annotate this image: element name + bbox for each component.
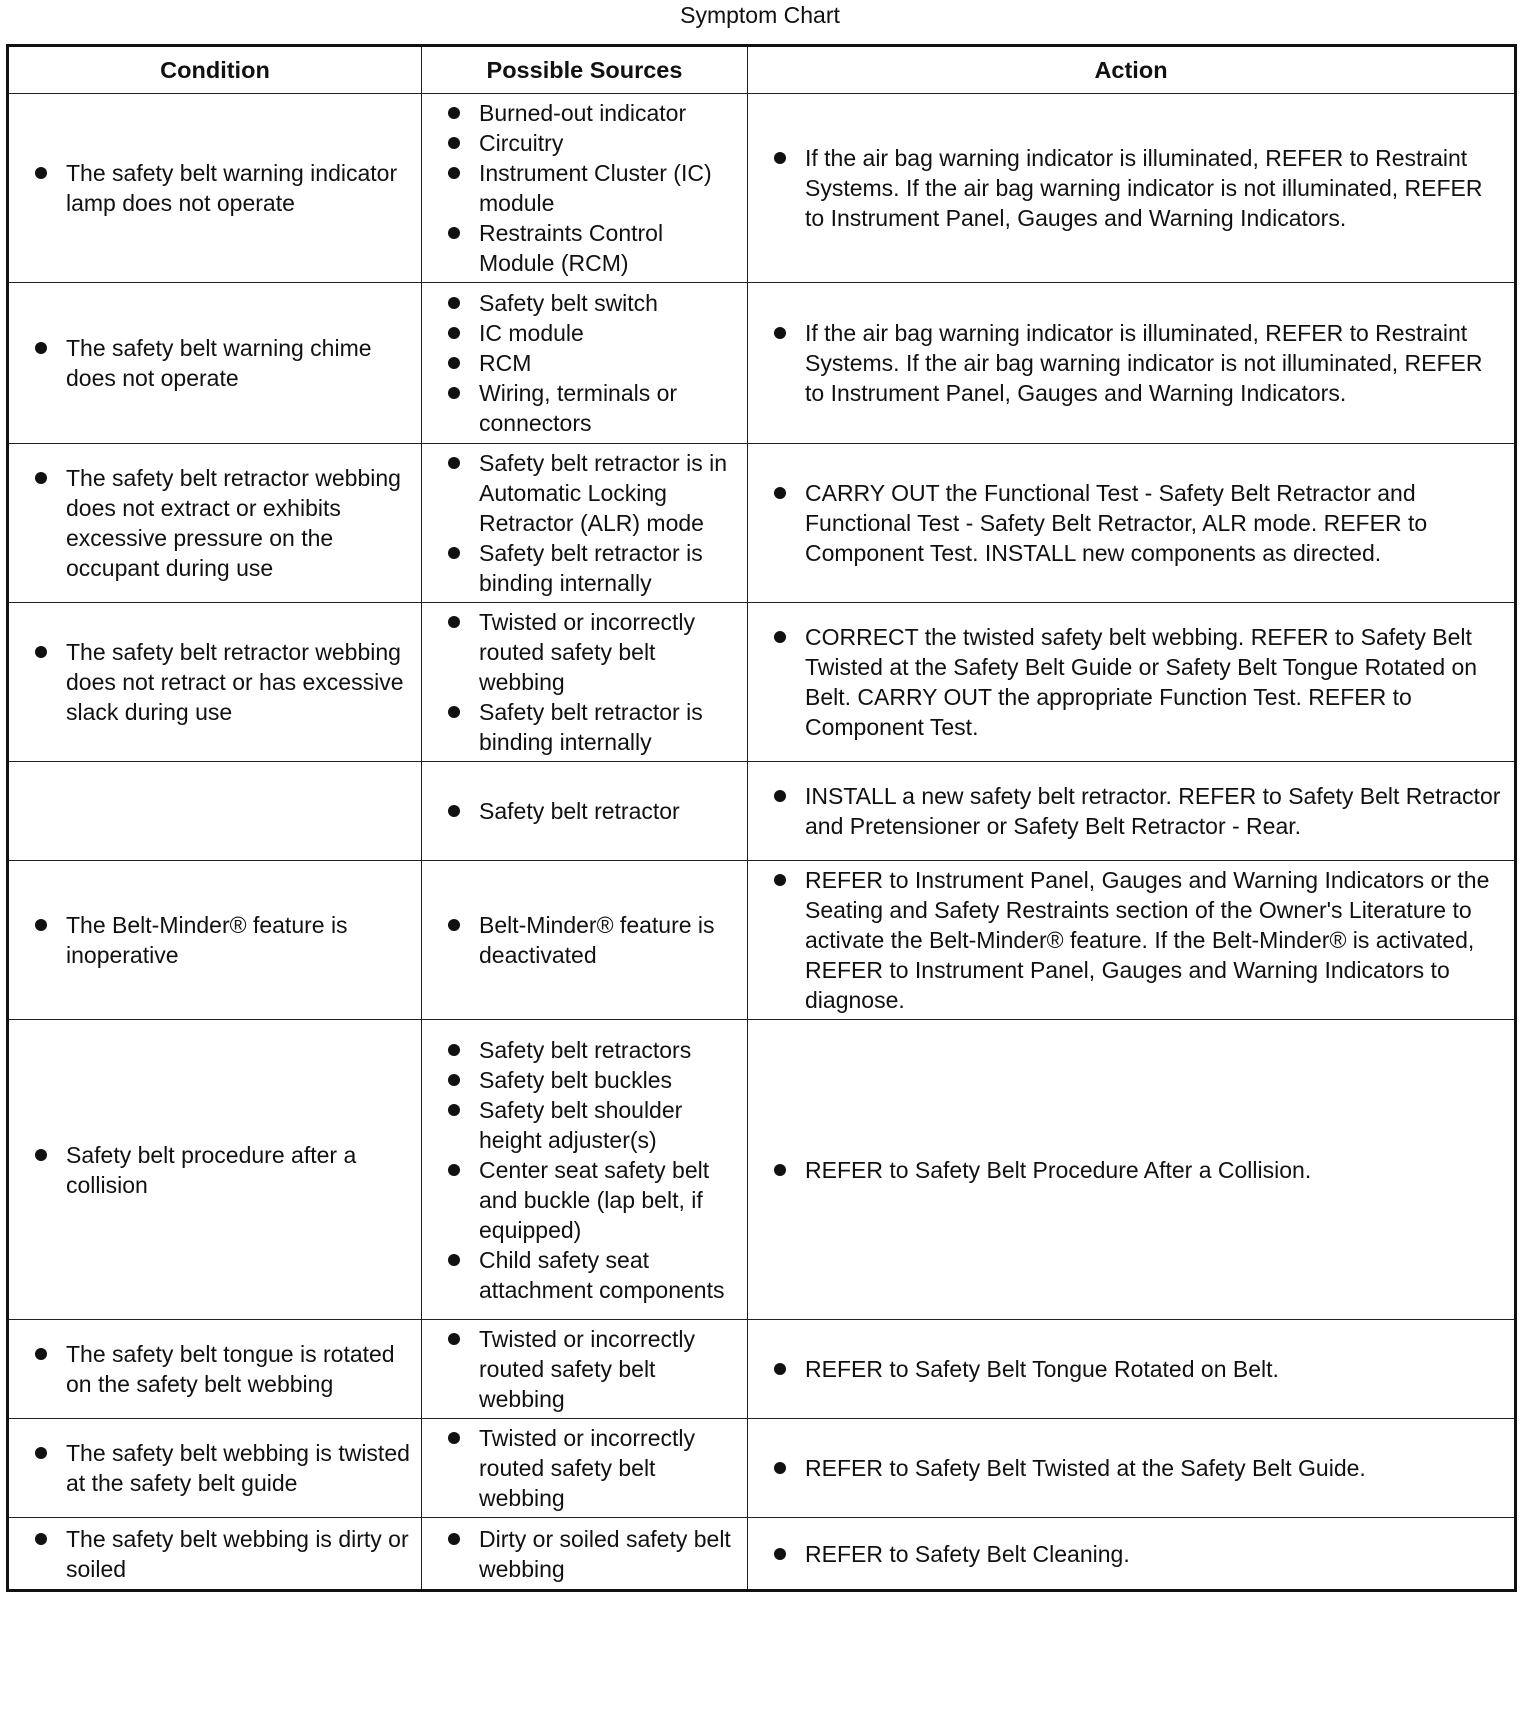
- action-cell: [748, 1020, 1516, 1320]
- header-possible-sources: Possible Sources: [422, 46, 748, 94]
- possible-sources-cell: [422, 1419, 748, 1518]
- possible-sources-cell: [422, 1518, 748, 1591]
- action-list: [774, 781, 1504, 841]
- action-list: [774, 1354, 1504, 1384]
- condition-list: [35, 637, 413, 727]
- condition-list: [35, 1524, 413, 1584]
- condition-list: [35, 463, 413, 583]
- possible-sources-list: [448, 98, 741, 278]
- possible-sources-item: Circuitry: [448, 128, 741, 158]
- possible-sources-item: Wiring, terminals or connectors: [448, 378, 741, 438]
- action-item: REFER to Safety Belt Twisted at the Safety Belt Guide.: [774, 1453, 1504, 1483]
- action-item: If the air bag warning indicator is illuminated, REFER to Restraint Systems. If the air bag warning indicator is not illuminated, REFER to Instrument Panel, Gauges and Warning Indicators.: [774, 318, 1504, 408]
- action-item: CORRECT the twisted safety belt webbing. REFER to Safety Belt Twisted at the Safety Belt Guide or Safety Belt Tongue Rotated on Belt. CARRY OUT the appropriate Function Test. REFER to Component Test.: [774, 622, 1504, 742]
- action-cell: [748, 861, 1516, 1020]
- action-cell: [748, 1419, 1516, 1518]
- possible-sources-list: [448, 910, 741, 970]
- possible-sources-item: Safety belt shoulder height adjuster(s): [448, 1095, 741, 1155]
- possible-sources-list: [448, 1035, 741, 1305]
- possible-sources-cell: [422, 1320, 748, 1419]
- possible-sources-item: Safety belt retractor is binding internally: [448, 538, 741, 598]
- condition-cell: [8, 1518, 422, 1591]
- possible-sources-item: RCM: [448, 348, 741, 378]
- action-list: [774, 318, 1504, 408]
- possible-sources-list: [448, 1324, 741, 1414]
- action-item: REFER to Safety Belt Tongue Rotated on Belt.: [774, 1354, 1504, 1384]
- action-cell: [748, 1518, 1516, 1591]
- condition-list: [35, 333, 413, 393]
- possible-sources-item: Safety belt retractor is in Automatic Locking Retractor (ALR) mode: [448, 448, 741, 538]
- possible-sources-cell: [422, 444, 748, 603]
- header-row: [8, 46, 1516, 94]
- condition-cell: [8, 1320, 422, 1419]
- table-row: [8, 283, 1516, 444]
- table-row: [8, 603, 1516, 762]
- possible-sources-item: Twisted or incorrectly routed safety belt webbing: [448, 1423, 741, 1513]
- condition-list: [35, 1339, 413, 1399]
- possible-sources-cell: [422, 762, 748, 861]
- action-item: If the air bag warning indicator is illuminated, REFER to Restraint Systems. If the air bag warning indicator is not illuminated, REFER to Instrument Panel, Gauges and Warning Indicators.: [774, 143, 1504, 233]
- action-list: [774, 1155, 1504, 1185]
- action-item: REFER to Instrument Panel, Gauges and Warning Indicators or the Seating and Safety Restraints section of the Owner's Literature to activate the Belt-Minder® feature. If the Belt-Minder® is activated, REFER to Instrument Panel, Gauges and Warning Indicators to diagnose.: [774, 865, 1504, 1015]
- chart-caption: Symptom Chart: [680, 2, 840, 28]
- possible-sources-cell: [422, 94, 748, 283]
- possible-sources-list: [448, 448, 741, 598]
- possible-sources-list: [448, 796, 741, 826]
- possible-sources-item: IC module: [448, 318, 741, 348]
- condition-item: The safety belt webbing is dirty or soiled: [35, 1524, 413, 1584]
- table-row: [8, 1320, 1516, 1419]
- possible-sources-cell: [422, 1020, 748, 1320]
- action-list: [774, 622, 1504, 742]
- table-row: [8, 1020, 1516, 1320]
- possible-sources-item: Burned-out indicator: [448, 98, 741, 128]
- table-row: [8, 1518, 1516, 1591]
- possible-sources-item: Twisted or incorrectly routed safety belt webbing: [448, 607, 741, 697]
- possible-sources-item: Safety belt retractor is binding internally: [448, 697, 741, 757]
- possible-sources-item: Safety belt retractor: [448, 796, 741, 826]
- condition-item: The safety belt warning chime does not operate: [35, 333, 413, 393]
- possible-sources-item: Safety belt buckles: [448, 1065, 741, 1095]
- action-cell: [748, 1320, 1516, 1419]
- condition-list: [35, 1140, 413, 1200]
- condition-item: The safety belt tongue is rotated on the safety belt webbing: [35, 1339, 413, 1399]
- action-list: [774, 1539, 1504, 1569]
- possible-sources-list: [448, 1524, 741, 1584]
- action-list: [774, 143, 1504, 233]
- possible-sources-item: Safety belt retractors: [448, 1035, 741, 1065]
- table-row: [8, 94, 1516, 283]
- possible-sources-item: Center seat safety belt and buckle (lap belt, if equipped): [448, 1155, 741, 1245]
- condition-cell: [8, 444, 422, 603]
- possible-sources-item: Child safety seat attachment components: [448, 1245, 741, 1305]
- possible-sources-cell: [422, 603, 748, 762]
- action-cell: [748, 283, 1516, 444]
- possible-sources-cell: [422, 283, 748, 444]
- condition-cell: [8, 861, 422, 1020]
- condition-item: The Belt-Minder® feature is inoperative: [35, 910, 413, 970]
- action-list: [774, 478, 1504, 568]
- condition-cell: [8, 603, 422, 762]
- condition-cell: [8, 1020, 422, 1320]
- condition-item: Safety belt procedure after a collision: [35, 1140, 413, 1200]
- condition-item: The safety belt retractor webbing does not retract or has excessive slack during use: [35, 637, 413, 727]
- possible-sources-cell: [422, 861, 748, 1020]
- action-cell: [748, 444, 1516, 603]
- condition-list: [35, 910, 413, 970]
- action-list: [774, 865, 1504, 1015]
- table-row: [8, 1419, 1516, 1518]
- table-row: [8, 444, 1516, 603]
- condition-list: [35, 158, 413, 218]
- condition-item: The safety belt retractor webbing does not extract or exhibits excessive pressure on the occupant during use: [35, 463, 413, 583]
- possible-sources-list: [448, 288, 741, 438]
- possible-sources-item: Safety belt switch: [448, 288, 741, 318]
- condition-list: [35, 1438, 413, 1498]
- possible-sources-item: Twisted or incorrectly routed safety belt webbing: [448, 1324, 741, 1414]
- possible-sources-item: Belt-Minder® feature is deactivated: [448, 910, 741, 970]
- action-cell: [748, 603, 1516, 762]
- action-cell: [748, 94, 1516, 283]
- condition-cell: [8, 1419, 422, 1518]
- condition-item: The safety belt webbing is twisted at the safety belt guide: [35, 1438, 413, 1498]
- action-item: INSTALL a new safety belt retractor. REFER to Safety Belt Retractor and Pretensioner or Safety Belt Retractor - Rear.: [774, 781, 1504, 841]
- header-condition: Condition: [8, 46, 422, 94]
- action-item: REFER to Safety Belt Cleaning.: [774, 1539, 1504, 1569]
- possible-sources-item: Restraints Control Module (RCM): [448, 218, 741, 278]
- condition-cell: [8, 283, 422, 444]
- condition-cell: [8, 762, 422, 861]
- action-cell: [748, 762, 1516, 861]
- table-row: [8, 762, 1516, 861]
- possible-sources-list: [448, 607, 741, 757]
- possible-sources-item: Dirty or soiled safety belt webbing: [448, 1524, 741, 1584]
- action-list: [774, 1453, 1504, 1483]
- action-item: REFER to Safety Belt Procedure After a Collision.: [774, 1155, 1504, 1185]
- condition-cell: [8, 94, 422, 283]
- table-row: [8, 861, 1516, 1020]
- header-action: Action: [748, 46, 1516, 94]
- action-item: CARRY OUT the Functional Test - Safety Belt Retractor and Functional Test - Safety Belt Retractor, ALR mode. REFER to Component Test. INSTALL new components as directed.: [774, 478, 1504, 568]
- symptom-table: [6, 44, 1517, 1592]
- condition-item: The safety belt warning indicator lamp does not operate: [35, 158, 413, 218]
- possible-sources-item: Instrument Cluster (IC) module: [448, 158, 741, 218]
- possible-sources-list: [448, 1423, 741, 1513]
